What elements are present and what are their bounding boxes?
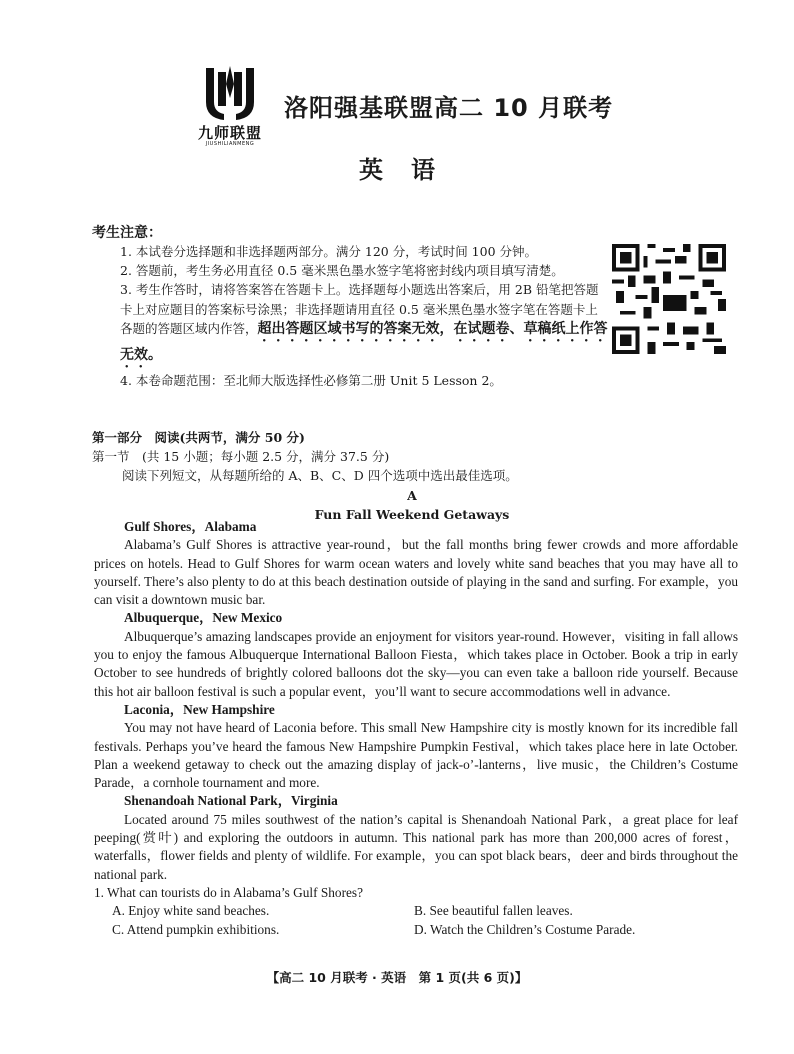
section-heading-gulf-shores: Gulf Shores，Alabama (124, 519, 257, 534)
question-1-stem: 1. What can tourists do in Alabama’s Gulf Shores? (94, 884, 363, 900)
notice-list (120, 242, 610, 390)
notice-item-3-emphasis: 超出答题区域书写的答案无效，在试题卷、草稿纸上作答无效。 (120, 320, 608, 363)
qr-code-icon (612, 244, 726, 354)
subject-title: 英语 (359, 156, 463, 184)
logo-subtext: JIUSHILIANMENG (205, 141, 255, 147)
reading-instruction: 阅读下列短文，从每题所给的 A、B、C、D 四个选项中选出最佳选项。 (122, 468, 518, 483)
section-heading-albuquerque: Albuquerque，New Mexico (124, 610, 283, 626)
notice-item-2: 2. 答题前，考生务必用直径 0.5 毫米黑色墨水签字笔将密封线内项目填写清楚。 (120, 263, 564, 279)
notice-heading: 考生注意： (92, 225, 162, 241)
option-d: D. Watch the Children’s Costume Parade. (414, 921, 636, 937)
section-one-title: 第一节 (共 15 小题；每小题 2.5 分，满分 37.5 分) (92, 449, 390, 464)
section-text-shenandoah: Located around 75 miles southwest of the nation’s capital is Shenandoah National Park，a great place for leaf peeping(赏叶) and exploring the outdoors in autumn. This national park has more than 200,000 acres of forest，waterfalls，flower fields and plenty of wildlife. For example，you can spot black bears，deer and birds throughout the national park. (94, 811, 738, 882)
page-footer: 【高二 10 月联考 · 英语 第 1 页(共 6 页)】 (266, 970, 528, 985)
passage-body (94, 518, 738, 939)
logo-wordmark: 九师联盟 (197, 124, 262, 142)
section-text-gulf-shores: Alabama’s Gulf Shores is attractive year-round，but the fall months bring fewer crowds and more affordable prices on hotels. Head to Gulf Shores for warm ocean waters and lovely white sand beaches that you may have all to yourself. There’s also plenty to do at this beach destination outside of playing in the sand and surfing. For example，you can visit a downtown music bar. (94, 537, 738, 608)
option-b: B. See beautiful fallen leaves. (414, 903, 573, 919)
notice-item-3 (120, 280, 610, 370)
part-one-title: 第一部分 阅读(共两节，满分 50 分) (92, 430, 305, 445)
option-c: C. Attend pumpkin exhibitions. (112, 921, 280, 937)
section-text-laconia: You may not have heard of Laconia before. This small New Hampshire city is mostly known for its incredible fall festivals. Perhaps you’ve heard the famous New Hampshire Pumpkin Festival，which takes place here in late October. Plan a weekend getaway to check out the amazing display of jack-o’-lanterns，live music，the Children’s Costume Parade，a cornhole tournament and more. (94, 720, 738, 791)
notice-item-4: 4. 本卷命题范围：至北师大版选择性必修第二册 Unit 5 Lesson 2。 (120, 372, 502, 388)
exam-title: 洛阳强基联盟高二 10 月联考 (284, 94, 614, 122)
option-a: A. Enjoy white sand beaches. (112, 903, 270, 919)
section-heading-laconia: Laconia，New Hampshire (124, 701, 275, 717)
part-one-header (92, 428, 732, 524)
passage-title: Fun Fall Weekend Getaways (314, 507, 510, 522)
passage-letter: A (407, 488, 417, 503)
section-text-albuquerque: Albuquerque’s amazing landscapes provide an enjoyment for visitors year-round. However，visiting in fall allows you to enjoy the famous Albuquerque International Balloon Fiesta，which takes place in October. Book a trip in early October to see hundreds of brightly colored balloons dot the sky—you can even take a balloon ride yourself. Because this hot air balloon festival is such a popular event，you’ll want to secure accommodations well in advance. (94, 628, 738, 699)
notice-item-3-text: 3. 考生作答时，请将答案答在答题卡上。选择题每小题选出答案后，用 2B 铅笔把答题卡上对应题目的答案标号涂黑；非选择题请用直径 0.5 毫米黑色墨水签字笔在答题卡上各题的答题区域内作答， (120, 282, 599, 336)
notice-item-1: 1. 本试卷分选择题和非选择题两部分。满分 120 分，考试时间 100 分钟。 (120, 244, 538, 259)
question-1-options-row-1 (94, 902, 738, 920)
section-heading-shenandoah: Shenandoah National Park，Virginia (124, 793, 338, 809)
question-1-options-row-2 (94, 921, 738, 939)
